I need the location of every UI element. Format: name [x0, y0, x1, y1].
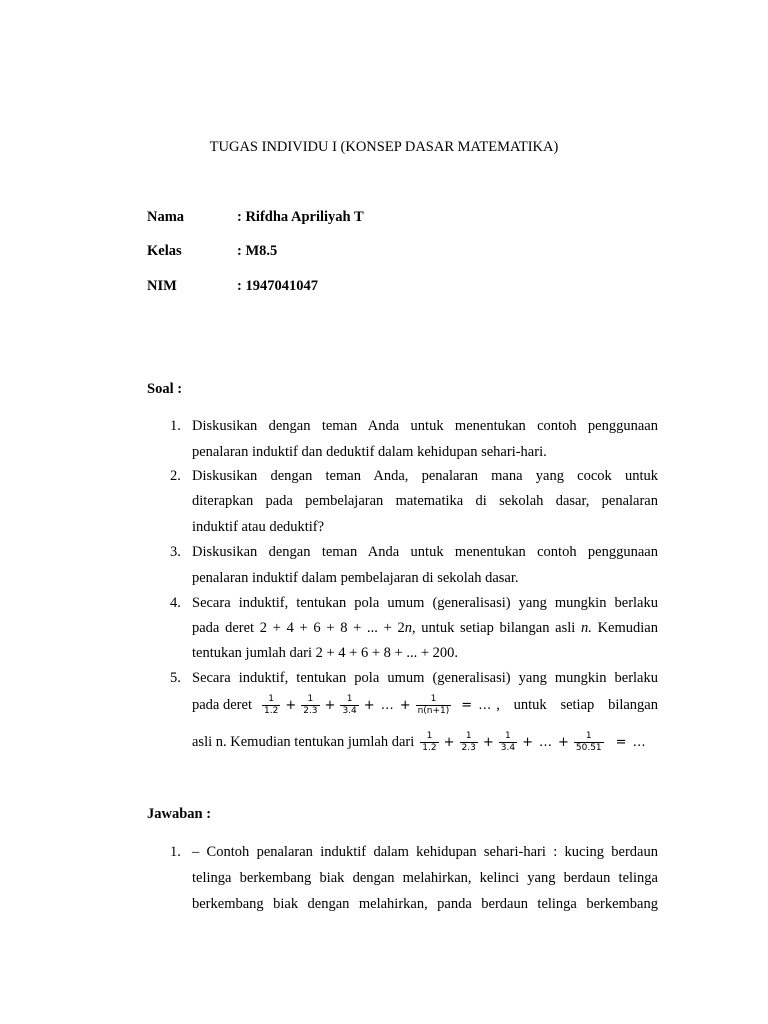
ellipsis: … [632, 735, 646, 750]
fraction-denominator: 2.3 [303, 706, 318, 716]
plus-sign: + [399, 698, 411, 713]
fraction-numerator: 1 [346, 694, 353, 704]
fraction-denominator: 2.3 [461, 743, 476, 753]
fraction [301, 694, 319, 717]
fraction-numerator: 1 [430, 694, 437, 704]
plus-sign: + [482, 735, 494, 750]
fraction-denominator: 3.4 [342, 706, 357, 716]
soal-3-line: Diskusikan dengan teman Anda untuk menentukan contoh penggunaan [192, 544, 658, 560]
kelas-label: Kelas [147, 243, 182, 259]
fraction-numerator: 1 [465, 731, 472, 741]
ellipsis: … [380, 698, 394, 713]
soal-5-text: , untuk setiap bilangan [496, 697, 658, 713]
equals-sign: = [615, 735, 627, 750]
fraction-numerator: 1 [426, 731, 433, 741]
kelas-value: : M8.5 [237, 243, 278, 259]
soal-5-text: pada deret [192, 697, 252, 713]
fraction [460, 731, 478, 754]
soal-1-line: Diskusikan dengan teman Anda untuk menentukan contoh penggunaan [192, 418, 658, 434]
soal-4-text: Kemudian [591, 620, 658, 636]
nama-label: Nama [147, 209, 185, 225]
nama-value: : Rifdha Apriliyah T [237, 209, 364, 225]
fraction-denominator: 3.4 [500, 743, 516, 753]
fraction [262, 694, 280, 717]
fraction-denominator: n(n+1) [417, 706, 450, 716]
soal-2-line: Diskusikan dengan teman Anda, penalaran mana yang cocok untuk [192, 468, 658, 484]
soal-4-text: , untuk setiap bilangan asli [411, 620, 582, 636]
nim-value: : 1947041047 [237, 278, 318, 294]
jawaban-1-line: – Contoh penalaran induktif dalam kehidupan sehari-hari : kucing berdaun [192, 844, 658, 860]
soal-4-text: pada deret 2 + 4 + 6 + 8 + ... + 2 [192, 620, 405, 636]
soal-1-number: 1. [170, 418, 181, 434]
soal-3-line: penalaran induktif dalam pembelajaran di sekolah dasar. [192, 570, 519, 586]
page-title: TUGAS INDIVIDU I (KONSEP DASAR MATEMATIKA) [209, 139, 559, 155]
soal-heading: Soal : [147, 381, 183, 397]
jawaban-1-line: berkembang biak dengan melahirkan, panda berdaun telinga berkembang [192, 896, 658, 912]
fraction-numerator: 1 [307, 694, 314, 704]
fraction [574, 731, 604, 754]
plus-sign: + [285, 698, 297, 713]
fraction-denominator: 1.2 [422, 743, 437, 753]
soal-5-series-row [192, 694, 658, 717]
soal-4-number: 4. [170, 595, 181, 611]
soal-2-line: induktif atau deduktif? [192, 519, 325, 535]
ellipsis: … [478, 698, 492, 713]
plus-sign: + [557, 735, 569, 750]
fraction-numerator: 1 [505, 731, 511, 741]
soal-4-line: tentukan jumlah dari 2 + 4 + 6 + 8 + ... + 200. [192, 645, 459, 661]
fraction-denominator: 50.51 [575, 743, 602, 753]
soal-5-text: asli n. Kemudian tentukan jumlah dari [192, 734, 415, 750]
soal-5-line: Secara induktif, tentukan pola umum (generalisasi) yang mungkin berlaku [192, 670, 658, 686]
fraction-numerator: 1 [268, 694, 275, 704]
soal-5-number: 5. [170, 670, 181, 686]
plus-sign: + [363, 698, 375, 713]
fraction [420, 731, 438, 754]
nim-label: NIM [147, 278, 177, 294]
jawaban-1-number: 1. [170, 844, 181, 860]
ellipsis: … [538, 735, 552, 750]
soal-3-number: 3. [170, 544, 181, 560]
equals-sign: = [461, 698, 473, 713]
jawaban-1-line: telinga berkembang biak dengan melahirkan, kelinci yang berdaun telinga [192, 870, 658, 886]
soal-5-sum-row [192, 731, 658, 754]
soal-2-line: diterapkan pada pembelajaran matematika di sekolah dasar, penalaran [192, 493, 658, 509]
plus-sign: + [522, 735, 533, 750]
fraction-denominator: 1.2 [263, 706, 279, 716]
soal-2-number: 2. [170, 468, 181, 484]
soal-4-line: Secara induktif, tentukan pola umum (generalisasi) yang mungkin berlaku [192, 595, 658, 611]
plus-sign: + [324, 698, 336, 713]
soal-4-line [192, 620, 658, 637]
fraction [499, 731, 517, 754]
soal-4-var-n: n. [581, 620, 592, 636]
soal-4-var-n: n [404, 620, 412, 636]
plus-sign: + [443, 735, 455, 750]
fraction-numerator: 1 [585, 731, 592, 741]
soal-1-line: penalaran induktif dan deduktif dalam kehidupan sehari-hari. [192, 444, 547, 460]
fraction [340, 694, 358, 717]
fraction [416, 694, 452, 717]
jawaban-heading: Jawaban : [147, 806, 212, 822]
